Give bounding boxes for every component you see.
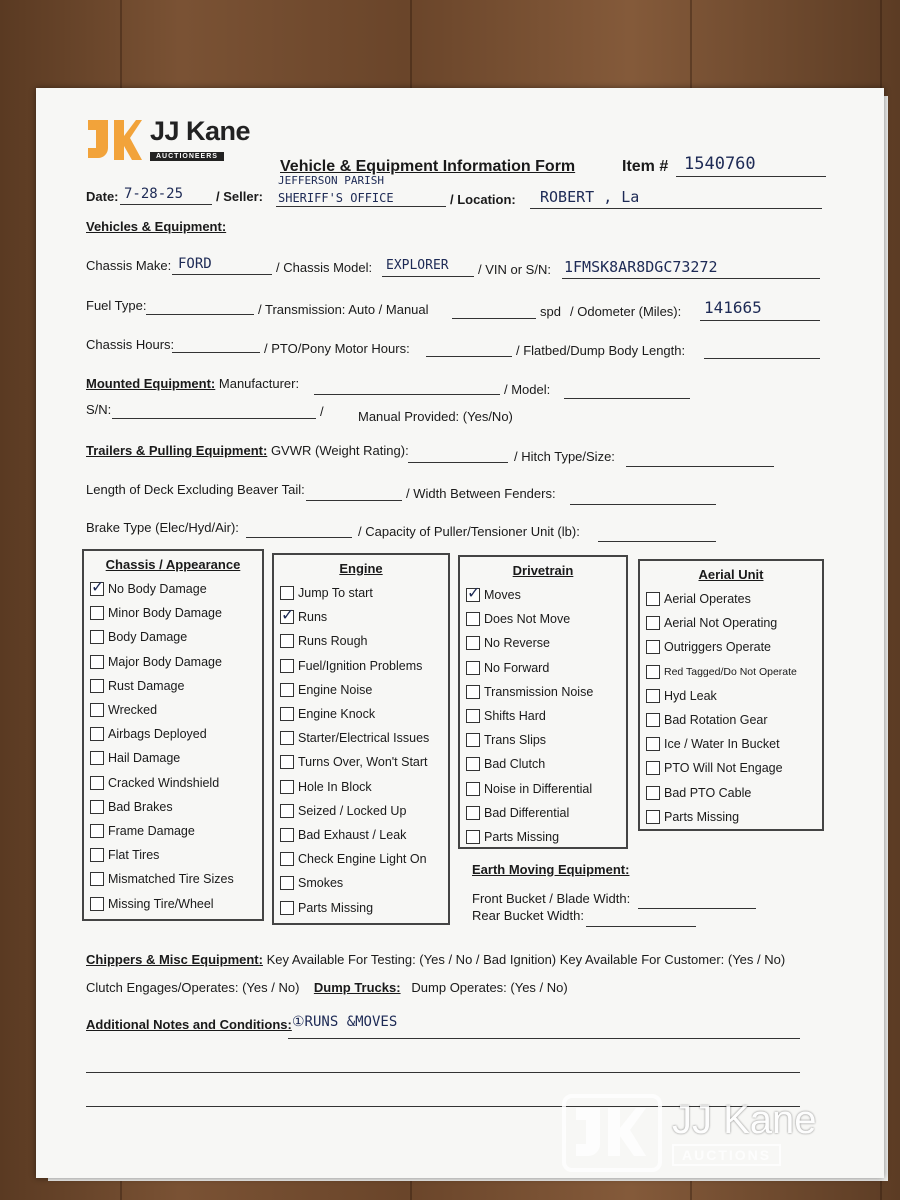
chassis-checkbox-row[interactable] xyxy=(90,771,258,795)
chassis-make-label: Chassis Make: xyxy=(86,258,172,273)
engine-checkbox-row[interactable] xyxy=(280,581,444,605)
drivetrain-checkbox-row[interactable] xyxy=(466,680,622,704)
checkbox-icon[interactable] xyxy=(90,703,104,717)
drivetrain-checkbox-row[interactable] xyxy=(466,583,622,607)
drivetrain-checkbox-row[interactable] xyxy=(466,631,622,655)
section-vehicles: Vehicles & Equipment: xyxy=(86,219,227,234)
location-label: / Location: xyxy=(450,192,516,207)
checkbox-icon[interactable] xyxy=(646,616,660,630)
chassis-checkbox-row[interactable] xyxy=(90,891,258,915)
engine-checkbox-label: Starter/Electrical Issues xyxy=(298,731,430,746)
chassis-checkbox-row[interactable] xyxy=(90,867,258,891)
drivetrain-checkbox-label: Trans Slips xyxy=(484,733,547,748)
checkbox-icon[interactable] xyxy=(90,679,104,693)
checkbox-icon[interactable] xyxy=(466,806,480,820)
engine-checkbox-row[interactable] xyxy=(280,895,444,919)
drivetrain-checkbox-label: Parts Missing xyxy=(484,829,560,844)
checkbox-icon[interactable] xyxy=(280,804,294,818)
chassis-checkbox-row[interactable] xyxy=(90,577,258,601)
seller-label: / Seller: xyxy=(216,189,263,204)
drivetrain-checkbox-row[interactable] xyxy=(466,704,622,728)
trailers-row: Trailers & Pulling Equipment: GVWR (Weight Rating): xyxy=(86,443,409,458)
chassis-hours-label: Chassis Hours: xyxy=(86,337,175,352)
checkbox-icon[interactable] xyxy=(90,630,104,644)
chassis-model-value: EXPLORER xyxy=(386,258,449,273)
engine-checkbox-label: Turns Over, Won't Start xyxy=(298,755,428,770)
checkbox-icon[interactable] xyxy=(646,689,660,703)
engine-checkbox-row[interactable] xyxy=(280,605,444,629)
drivetrain-checkbox-row[interactable] xyxy=(466,656,622,680)
engine-checkbox-row[interactable] xyxy=(280,726,444,750)
drivetrain-checkbox-label: Bad Differential xyxy=(484,805,570,820)
engine-checkbox-label: Bad Exhaust / Leak xyxy=(298,827,407,842)
checkbox-icon[interactable] xyxy=(466,782,480,796)
checkbox-icon[interactable] xyxy=(280,707,294,721)
engine-checkbox-row[interactable] xyxy=(280,775,444,799)
checkbox-icon[interactable] xyxy=(280,634,294,648)
chassis-checkbox-label: Cracked Windshield xyxy=(108,775,220,790)
clutch-row: Clutch Engages/Operates: (Yes / No) Dump Trucks: Dump Operates: (Yes / No) xyxy=(86,980,568,995)
aerial-checkbox-label: PTO Will Not Engage xyxy=(664,761,783,776)
engine-checkbox-label: Engine Noise xyxy=(298,682,373,697)
brake-type-label: Brake Type (Elec/Hyd/Air): xyxy=(86,520,239,535)
seller-value-line1: JEFFERSON PARISH xyxy=(278,174,384,187)
drivetrain-checkbox-row[interactable] xyxy=(466,777,622,801)
checkbox-icon[interactable] xyxy=(466,636,480,650)
fenders-label: / Width Between Fenders: xyxy=(406,486,556,501)
chassis-checkbox-row[interactable] xyxy=(90,722,258,746)
aerial-checkbox-label: Outriggers Operate xyxy=(664,640,771,655)
checkbox-icon[interactable] xyxy=(280,852,294,866)
engine-checkbox-label: Smokes xyxy=(298,876,344,891)
watermark-name: JJ Kane xyxy=(672,1098,817,1142)
aerial-checkbox-row[interactable] xyxy=(646,635,818,659)
aerial-checkbox-label: Bad PTO Cable xyxy=(664,785,752,800)
odometer-label: / Odometer (Miles): xyxy=(570,304,682,319)
engine-checkbox-row[interactable] xyxy=(280,678,444,702)
aerial-checkbox-label: Hyd Leak xyxy=(664,688,717,703)
vin-label: / VIN or S/N: xyxy=(478,262,551,277)
chassis-checkbox-row[interactable] xyxy=(90,650,258,674)
aerial-unit-box xyxy=(638,559,824,831)
checkbox-icon[interactable] xyxy=(646,713,660,727)
drivetrain-checkbox-label: Does Not Move xyxy=(484,612,571,627)
checked-checkbox-icon[interactable] xyxy=(280,610,294,624)
chassis-checkbox-row[interactable] xyxy=(90,674,258,698)
chassis-checkbox-label: Hail Damage xyxy=(108,751,181,766)
checked-checkbox-icon[interactable] xyxy=(466,588,480,602)
checkbox-icon[interactable] xyxy=(466,685,480,699)
chassis-checkbox-row[interactable] xyxy=(90,843,258,867)
mounted-row: Mounted Equipment: Manufacturer: xyxy=(86,376,300,391)
checkbox-icon[interactable] xyxy=(90,655,104,669)
chassis-checkbox-label: Airbags Deployed xyxy=(108,727,207,742)
aerial-checkbox-label: Parts Missing xyxy=(664,809,740,824)
flatbed-label: / Flatbed/Dump Body Length: xyxy=(516,343,686,358)
drivetrain-checkbox-label: Shifts Hard xyxy=(484,709,546,724)
chassis-model-label: / Chassis Model: xyxy=(276,260,373,275)
aerial-checkbox-label: Ice / Water In Bucket xyxy=(664,737,780,752)
checkbox-icon[interactable] xyxy=(646,592,660,606)
engine-checkbox-row[interactable] xyxy=(280,823,444,847)
aerial-checkbox-row[interactable] xyxy=(646,611,818,635)
odometer-value: 141665 xyxy=(704,298,762,317)
logo-sub: AUCTIONEERS xyxy=(150,152,224,161)
checkbox-icon[interactable] xyxy=(90,727,104,741)
engine-box xyxy=(272,553,450,925)
engine-checkbox-row[interactable] xyxy=(280,799,444,823)
aerial-checkbox-label: Aerial Operates xyxy=(664,592,751,607)
chassis-checkbox-label: Wrecked xyxy=(108,703,158,718)
earth-moving-label: Earth Moving Equipment: xyxy=(472,862,630,877)
watermark-sub: AUCTIONS xyxy=(672,1144,781,1166)
chassis-checkbox-label: Rust Damage xyxy=(108,678,185,693)
chassis-checkbox-label: Mismatched Tire Sizes xyxy=(108,872,234,887)
aerial-checkbox-row[interactable] xyxy=(646,708,818,732)
drivetrain-box xyxy=(458,555,628,849)
checkbox-icon[interactable] xyxy=(280,876,294,890)
logo-name: JJ Kane xyxy=(150,115,251,146)
engine-checkbox-row[interactable] xyxy=(280,702,444,726)
aerial-checkbox-row[interactable] xyxy=(646,781,818,805)
drivetrain-checkbox-label: Moves xyxy=(484,588,521,603)
checkbox-icon[interactable] xyxy=(90,824,104,838)
hitch-label: / Hitch Type/Size: xyxy=(514,449,615,464)
aerial-checkbox-row[interactable] xyxy=(646,805,818,829)
aerial-checkbox-label: Aerial Not Operating xyxy=(664,616,778,631)
chassis-make-value: FORD xyxy=(178,256,212,272)
checkbox-icon[interactable] xyxy=(646,810,660,824)
checkbox-icon[interactable] xyxy=(466,733,480,747)
checked-checkbox-icon[interactable] xyxy=(90,582,104,596)
engine-checkbox-row[interactable] xyxy=(280,847,444,871)
engine-checkbox-label: Hole In Block xyxy=(298,779,372,794)
checkbox-icon[interactable] xyxy=(646,737,660,751)
checkbox-icon[interactable] xyxy=(280,755,294,769)
drivetrain-checkbox-label: No Reverse xyxy=(484,636,550,651)
aerial-checkbox-row[interactable] xyxy=(646,756,818,780)
checkbox-icon[interactable] xyxy=(466,830,480,844)
jk-logo-icon xyxy=(84,116,142,164)
chassis-appearance-box xyxy=(82,549,264,921)
date-label: Date: xyxy=(86,189,119,204)
chassis-checkbox-row[interactable] xyxy=(90,625,258,649)
aerial-checkbox-row[interactable] xyxy=(646,587,818,611)
chassis-checkbox-label: Flat Tires xyxy=(108,848,160,863)
checkbox-icon[interactable] xyxy=(90,776,104,790)
jk-watermark-icon xyxy=(562,1094,662,1172)
vin-value: 1FMSK8AR8DGC73272 xyxy=(564,258,718,276)
engine-checkbox-label: Check Engine Light On xyxy=(298,852,427,867)
engine-checkbox-row[interactable] xyxy=(280,871,444,895)
item-label: Item # xyxy=(622,158,669,175)
aerial-checkbox-row[interactable] xyxy=(646,660,818,684)
fuel-type-label: Fuel Type: xyxy=(86,298,147,313)
checkbox-icon[interactable] xyxy=(90,606,104,620)
engine-checkbox-label: Runs Rough xyxy=(298,634,368,649)
checkbox-icon[interactable] xyxy=(280,901,294,915)
engine-checkbox-row[interactable] xyxy=(280,654,444,678)
drivetrain-checkbox-row[interactable] xyxy=(466,825,622,849)
checkbox-icon[interactable] xyxy=(90,800,104,814)
drivetrain-checkbox-label: No Forward xyxy=(484,660,550,675)
engine-checkbox-label: Jump To start xyxy=(298,586,373,601)
chassis-checkbox-label: No Body Damage xyxy=(108,582,207,597)
engine-checkbox-label: Engine Knock xyxy=(298,707,376,722)
chassis-checkbox-label: Bad Brakes xyxy=(108,799,173,814)
engine-checkbox-label: Seized / Locked Up xyxy=(298,803,407,818)
chassis-checkbox-label: Body Damage xyxy=(108,630,188,645)
chassis-checkbox-label: Minor Body Damage xyxy=(108,606,222,621)
capacity-label: / Capacity of Puller/Tensioner Unit (lb): xyxy=(358,524,580,539)
chassis-checkbox-row[interactable] xyxy=(90,746,258,770)
chassis-checkbox-label: Major Body Damage xyxy=(108,654,222,669)
drivetrain-checkbox-label: Transmission Noise xyxy=(484,684,594,699)
checkbox-icon[interactable] xyxy=(90,751,104,765)
transmission-label: / Transmission: Auto / Manual xyxy=(258,302,429,317)
checkbox-icon[interactable] xyxy=(280,780,294,794)
form-paper: JJ Kane AUCTIONEERS Vehicle & Equipment Information Form Item # 1540760 Date: 7-28-25 / Seller: JEFFERSON PARISH SHERIFF'S OFFICE / Location: ROBERT , La Vehicles & Equipment: Chassis Make: FORD / Chassis Model: EXPLORER / VIN or S/N: 1FMSK8AR8DGC73272 Fuel Type: / Transmission: Auto / Manual spd / Odometer (Miles): 141665 Chassis Hours: / PTO/Pony Motor Hours: / Flatbed/Dump Body Length: Mounted Equipment: Manufacturer: / Model: S/N: / Manual Provided: (Yes/No) Trailers & Pulling Equipment: GVWR (Weight Rating): / Hitch Type/Size: Length of Deck Excluding Beaver Tail: / Width Between Fenders: Brake Type (Elec/Hyd/Air): / Capacity of Puller/Tensioner Unit (lb): Chassis / Appearance ✓ No Body Damage Minor Body Damage Body Damage Major Body Damage Rust Damage Wrecked Airbags Deployed Hail Damage Cracked Windshield Bad Brakes Frame Damage Flat Tires Mismatched Tire Sizes Missing Tire/Wheel Engine Jump To start ✓ Runs Runs Rough Fuel/Ignition Problems Engine Noise Engine Knock Starter/Electrical Issues Turns Over, Won't Start Hole In Block Seized / Locked Up Bad Exhaust / Leak Check Engine Light On Smokes Parts Missing Drivetrain ✓ Moves Does Not Move No Reverse No Forward Transmission Noise Shifts Hard Trans Slips Bad Clutch Noise in Differential Bad Differential Parts Missing Aerial Unit Aerial Operates Aerial Not Operating Outriggers Operate Red Tagged/Do Not Operate Hyd Leak Bad Rotation Gear Ice / Water In Bucket PTO Will Not Engage Bad PTO Cable Parts Missing Earth Moving Equipment: Front Bucket / Blade Width: Rear Bucket Width: Chippers & Misc Equipment: Key Available For Testing: (Yes / No / Bad Ignition) Key Available For Customer: (Yes / No) Clutch Engages/Operates: (Yes / No) Dump Trucks: Dump Operates: (Yes / No) Additional Notes and Conditions: ①RUNS &MOVES xyxy=(36,88,884,1178)
aerial-checkbox-label: Bad Rotation Gear xyxy=(664,713,768,728)
checkbox-icon[interactable] xyxy=(280,683,294,697)
drivetrain-checkbox-row[interactable] xyxy=(466,752,622,776)
engine-checkbox-row[interactable] xyxy=(280,629,444,653)
checkbox-icon[interactable] xyxy=(646,761,660,775)
aerial-checkbox-row[interactable] xyxy=(646,684,818,708)
model-label: / Model: xyxy=(504,382,551,397)
drivetrain-checkbox-label: Noise in Differential xyxy=(484,781,593,796)
deck-length-label: Length of Deck Excluding Beaver Tail: xyxy=(86,482,305,497)
checkbox-icon[interactable] xyxy=(90,848,104,862)
form-title: Vehicle & Equipment Information Form xyxy=(280,158,576,175)
checkbox-icon[interactable] xyxy=(466,612,480,626)
checkbox-icon[interactable] xyxy=(646,665,660,679)
drivetrain-checkbox-row[interactable] xyxy=(466,801,622,825)
pto-hours-label: / PTO/Pony Motor Hours: xyxy=(264,341,410,356)
aerial-unit-title: Aerial Unit xyxy=(698,567,764,582)
checkbox-icon[interactable] xyxy=(466,709,480,723)
engine-checkbox-row[interactable] xyxy=(280,750,444,774)
checkbox-icon[interactable] xyxy=(646,640,660,654)
chassis-checkbox-row[interactable] xyxy=(90,698,258,722)
chassis-checkbox-row[interactable] xyxy=(90,795,258,819)
checkbox-icon[interactable] xyxy=(466,661,480,675)
location-value: ROBERT , La xyxy=(540,188,640,206)
notes-label: Additional Notes and Conditions: xyxy=(86,1017,292,1032)
rear-bucket-label: Rear Bucket Width: xyxy=(472,908,584,923)
jj-kane-logo xyxy=(84,116,250,164)
checkbox-icon[interactable] xyxy=(646,786,660,800)
seller-value-line2: SHERIFF'S OFFICE xyxy=(278,191,394,205)
jj-kane-auctions-watermark xyxy=(562,1094,817,1172)
aerial-checkbox-label: Red Tagged/Do Not Operate xyxy=(664,665,797,678)
chassis-checkbox-label: Missing Tire/Wheel xyxy=(108,896,214,911)
checkbox-icon[interactable] xyxy=(90,872,104,886)
checkbox-icon[interactable] xyxy=(280,659,294,673)
chassis-appearance-title: Chassis / Appearance xyxy=(105,557,241,572)
drivetrain-checkbox-row[interactable] xyxy=(466,728,622,752)
engine-title: Engine xyxy=(339,561,383,576)
spd-label: spd xyxy=(540,304,561,319)
chassis-checkbox-row[interactable] xyxy=(90,601,258,625)
engine-checkbox-label: Runs xyxy=(298,610,328,625)
checkbox-icon[interactable] xyxy=(280,731,294,745)
item-value: 1540760 xyxy=(684,154,756,174)
date-value: 7-28-25 xyxy=(124,186,184,202)
notes-value: ①RUNS &MOVES xyxy=(292,1014,398,1030)
engine-checkbox-label: Parts Missing xyxy=(298,900,374,915)
checkbox-icon[interactable] xyxy=(466,757,480,771)
checkbox-icon[interactable] xyxy=(90,897,104,911)
drivetrain-checkbox-row[interactable] xyxy=(466,607,622,631)
sn-label: S/N: xyxy=(86,402,112,417)
manual-provided-label: Manual Provided: (Yes/No) xyxy=(358,409,513,424)
drivetrain-title: Drivetrain xyxy=(512,563,574,578)
drivetrain-checkbox-label: Bad Clutch xyxy=(484,757,546,772)
checkbox-icon[interactable] xyxy=(280,828,294,842)
checkbox-icon[interactable] xyxy=(280,586,294,600)
chassis-checkbox-row[interactable] xyxy=(90,819,258,843)
engine-checkbox-label: Fuel/Ignition Problems xyxy=(298,658,423,673)
aerial-checkbox-row[interactable] xyxy=(646,732,818,756)
chippers-row: Chippers & Misc Equipment: Key Available For Testing: (Yes / No / Bad Ignition) Key Available For Customer: (Yes / No) xyxy=(86,952,786,967)
front-bucket-label: Front Bucket / Blade Width: xyxy=(472,891,631,906)
chassis-checkbox-label: Frame Damage xyxy=(108,823,195,838)
